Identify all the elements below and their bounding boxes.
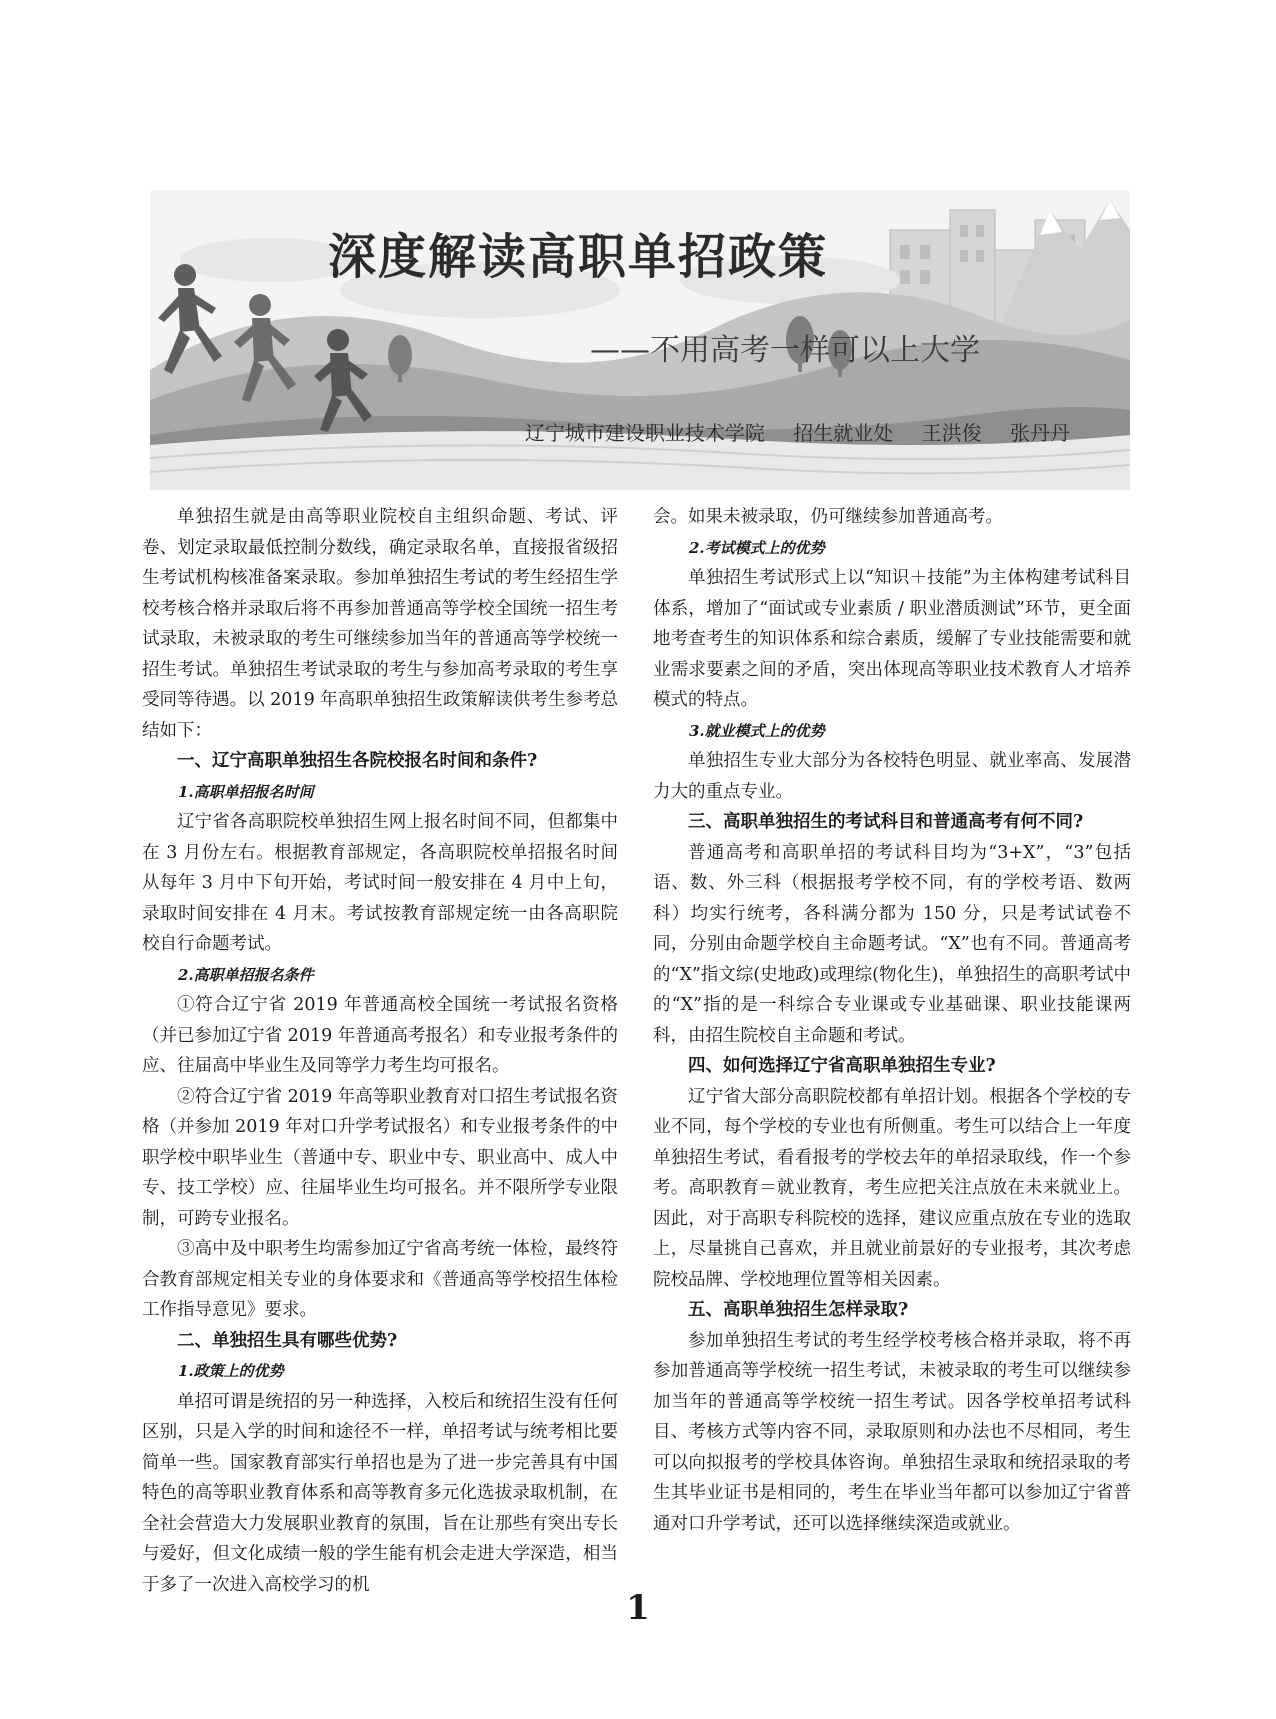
article-byline <box>503 417 1070 446</box>
page-number: 1 <box>626 1588 650 1628</box>
author-name: 张丹丹 <box>1010 421 1070 445</box>
body-paragraph: ①符合辽宁省 2019 年普通高校全国统一考试报名资格（并已参加辽宁省 2019 年普通高考报名）和专业报考条件的应、往届高中毕业生及同等学力考生均可报名。 <box>142 995 618 1076</box>
left-column <box>142 502 618 1600</box>
subsection-heading: 3.就业模式上的优势 <box>689 721 825 740</box>
body-paragraph: ③高中及中职考生均需参加辽宁省高考统一体检，最终符合教育部规定相关专业的身体要求和《普通高等学校招生体检工作指导意见》要求。 <box>142 1239 618 1320</box>
section-heading: 一、辽宁高职单独招生各院校报名时间和条件? <box>177 751 538 771</box>
body-paragraph: 单招可谓是统招的另一种选择，入校后和统招生没有任何区别，只是入学的时间和途径不一样，单招考试与统考相比要简单一些。国家教育部实行单招也是为了进一步完善具有中国特色的高等职业教育体系和高等教育多元化选拔录取机制，在全社会营造大力发展职业教育的氛围，旨在让那些有突出专长与爱好，但文化成绩一般的学生能有机会走进大学深造，相当于多了一次进入高校学习的机 <box>142 1391 618 1595</box>
body-paragraph: 辽宁省各高职院校单独招生网上报名时间不同，但都集中在 3 月份左右。根据教育部规定，各高职院校单招报名时间从每年 3 月中下旬开始，考试时间一般安排在 4 月中上旬，录取时间安排在 4 月末。考试按教育部规定统一由各高职院校自行命题考试。 <box>142 812 618 954</box>
subsection-heading: 2.高职单招报名条件 <box>178 965 314 984</box>
subsection-heading: 2.考试模式上的优势 <box>689 538 825 557</box>
section-heading: 二、单独招生具有哪些优势? <box>177 1330 398 1351</box>
article-title: 深度解读高职单招政策 <box>328 229 829 285</box>
author-institution: 辽宁城市建设职业技术学院 <box>524 421 765 445</box>
section-heading: 四、如何选择辽宁省高职单独招生专业? <box>688 1056 996 1076</box>
author-department: 招生就业处 <box>793 421 894 445</box>
body-paragraph: 参加单独招生考试的考生经学校考核合格并录取，将不再参加普通高等学校统一招生考试，未被录取的考生可以继续参加当年的普通高等学校统一招生考试。因各学校单招考试科目、考核方式等内容不同，录取原则和办法也不尽相同，考生可以向拟报考的学校具体咨询。单独招生录取和统招录取的考生其毕业证书是相同的，考生在毕业当年都可以参加辽宁省普通对口升学考试，还可以选择继续深造或就业。 <box>653 1330 1131 1534</box>
author-name: 王洪俊 <box>921 421 982 445</box>
body-paragraph: 会。如果未被录取，仍可继续参加普通高考。 <box>653 507 1003 527</box>
section-heading: 三、高职单独招生的考试科目和普通高考有何不同? <box>688 812 1084 832</box>
body-paragraph: 辽宁省大部分高职院校都有单招计划。根据各个学校的专业不同，每个学校的专业也有所侧重。考生可以结合上一年度单独招生考试，看看报考的学校去年的单招录取线，作一个参考。高职教育＝就业教育，考生应把关注点放在未来就业上。因此，对于高职专科院校的选择，建议应重点放在专业的选取上，尽量挑自己喜欢，并且就业前景好的专业报考，其次考虑院校品牌、学校地理位置等相关因素。 <box>653 1086 1131 1290</box>
body-paragraph: 单独招生考试形式上以“知识＋技能”为主体构建考试科目体系，增加了“面试或专业素质 / 职业潜质测试”环节，更全面地考查考生的知识体系和综合素质，缓解了专业技能需要和就业需求要素之间的矛盾，突出体现高等职业技术教育人才培养模式的特点。 <box>653 568 1131 710</box>
header-banner <box>150 190 1130 490</box>
body-paragraph: 普通高考和高职单招的考试科目均为“3+X”，“3”包括语、数、外三科（根据报考学校不同，有的学校考语、数两科）均实行统考，各科满分都为 150 分，只是考试试卷不同，分别由命题学校自主命题考试。“X”也有不同。普通高考的“X”指文综(史地政)或理综(物化生)，单独招生的高职考试中的“X”指的是一科综合专业课或专业基础课、职业技能课两科，由招生院校自主命题和考试。 <box>653 842 1131 1046</box>
section-heading: 五、高职单独招生怎样录取? <box>688 1300 909 1320</box>
article-subtitle: ——不用高考一样可以上大学 <box>590 333 980 368</box>
subsection-heading: 1.政策上的优势 <box>178 1362 284 1380</box>
body-paragraph: 单独招生专业大部分为各校特色明显、就业率高、发展潜力大的重点专业。 <box>653 751 1131 802</box>
subsection-heading: 1.高职单招报名时间 <box>178 782 314 801</box>
body-paragraph: ②符合辽宁省 2019 年高等职业教育对口招生考试报名资格（并参加 2019 年对口升学考试报名）和专业报考条件的中职学校中职毕业生（普通中专、职业中专、职业高中、成人中专、技工学校）应、往届毕业生均可报名。并不限所学专业限制，可跨专业报名。 <box>142 1086 618 1229</box>
intro-paragraph: 单独招生就是由高等职业院校自主组织命题、考试、评卷、划定录取最低控制分数线，确定录取名单，直接报省级招生考试机构核准备案录取。参加单独招生考试的考生经招生学校考核合格并录取后将不再参加普通高等学校全国统一招生考试录取，未被录取的考生可继续参加当年的普通高等学校统一招生考试。单独招生考试录取的考生与参加高考录取的考生享受同等待遇。以 2019 年高职单独招生政策解读供考生参考总结如下： <box>142 507 618 741</box>
right-column <box>653 502 1131 1539</box>
